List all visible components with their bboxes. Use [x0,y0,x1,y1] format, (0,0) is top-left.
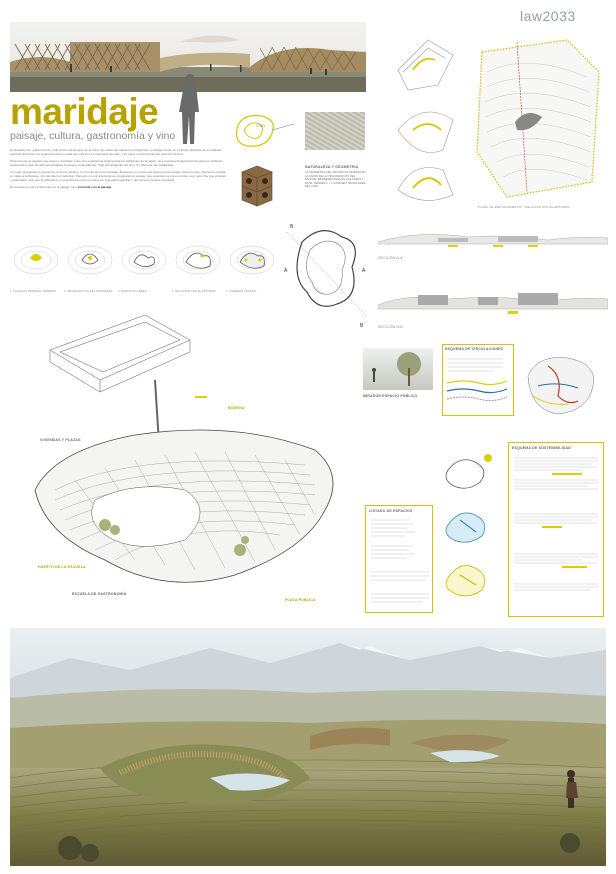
caption-1: 1. ACCESOS DESDE EL TERRENO [10,290,57,293]
caption-4: 4. RELACIÓN CON EL ENTORNO [172,290,216,293]
label-escuela [72,582,152,600]
sostenibilidad-diagrams [440,450,502,610]
section-aa-drawing [378,222,608,252]
aerial-vineyard-photo [305,112,365,150]
wine-rack-model [232,162,282,210]
caption-2: 2. ORGANIZACIÓN DEL PROGRAMA [64,290,113,293]
plaza-label: PLAZA PÚBLICA [285,598,316,602]
label-viviendas [40,428,100,446]
svg-text:A: A [284,268,288,274]
escuela-label: ESCUELA DE GASTRONOMÍA [72,592,127,596]
page-title: maridaje [10,91,159,132]
label-bodega [228,396,288,414]
intro-para-4 [10,185,228,189]
huerto-label: HUERTO DE LA ESCUELA [38,565,86,569]
person-silhouette [172,72,206,146]
circulaciones-box [442,344,514,416]
naturaleza-block [305,165,367,189]
section-bb-drawing [378,275,608,325]
intro-text [10,148,228,189]
vino-concept-diagram [232,108,302,156]
svg-text:B: B [290,224,294,230]
caption-5: 5. CUBIERTA VEGETAL [226,290,257,293]
sostenibilidad-box [508,442,604,617]
sostenibilidad-title: ESQUEMA DE SOSTENIBILIDAD [512,446,571,450]
svg-text:A: A [362,268,366,274]
circulation-diagram [518,346,606,420]
sostenibilidad-text-lines [512,454,600,614]
section-bb-label: SECCIÓN B-B [378,325,403,329]
intro-para-2: Proponemos un espacio que aúna el "maridaje" entre una experiencia cultural para los habitantes de la región, una experiencia gastronómica para los visitantes ocasionales y que brinda oportunidades a jóvenes restauradores. Todo ello alrededor del vino. Un diferente uso catalizador. [10,159,223,167]
label-plaza [285,588,345,606]
concept-strip-captions [10,290,278,293]
bodega-label: BODEGA [228,406,245,410]
concept-strip [10,240,278,296]
espacio-publico-label: MIRADOR ESPACIO PÚBLICO [363,394,418,398]
label-huerto [38,555,98,573]
mirador-photo-art [363,348,433,390]
intro-para-1: En España vino, gastronomía y cultura han ido siempre de la mano. El cultivo del viñedo ha configurado un paisaje propio en La Rioja, distintivo de un carácter regional. El interés por la gastronomía es cada vez más vivo en esta parte del país, y en estos momentos las dos avanzan al ritmo. [10,148,222,156]
intro-para-4-bold: construir con el paisaje. [77,185,112,189]
naturaleza-title: NATURALEZA Y GEOMETRÍA [305,165,359,169]
naturaleza-text: LA GEOMETRÍA DEL PROYECTO SE BASA EN LA UNIÓN DE LA ORGANIZACIÓN DEL PAISAJE, REPRESENTADA EN LAS CEPAS Y EN EL TERRENO, Y LA IMAGEN TRADICIONAL DEL VINO. [305,170,366,189]
terrain-concept-sketches [383,30,463,210]
concept-step-2 [64,240,116,288]
concept-step-1 [10,240,62,288]
circulaciones-title: ESQUEMA DE CIRCULACIONES [445,347,504,351]
caption-3: 3. ESPACIOS LIBRES [118,290,147,293]
landscape-render-bottom [10,628,606,866]
section-aa-label: SECCIÓN A-A [378,256,403,260]
listado-box [365,505,433,613]
project-code: law2033 [520,8,576,24]
listado-lines [369,516,431,611]
mirador-photo [363,348,433,390]
intro-para-3: Con este propuesta no buscamos un icono turístico, ni un hotel de cinco estrellas. Buscamos un nuevo que active la zona desde varios frentes. Queremos resultar en calles a la Bodega. Uno también el municipio. Para ello no solo intervenimos respetando el paisaje, que entendemos como un bien cuyo valor hay que proteger y potenciarlo: sino que lo utilizamos y manipulamos como un elemento más para organizar y dar forma a nuestra propuesta. [10,170,227,182]
landscape-render-art [10,628,606,866]
viviendas-label: VIVIENDAS Y PLAZAS [40,438,81,442]
circulaciones-legend [443,353,513,409]
site-plan-contours [467,32,607,202]
page-subtitle: paisaje, cultura, gastronomía y vino [10,130,176,142]
concept-step-4 [172,240,224,288]
listado-title: LISTADO DE ESPACIOS [369,509,413,513]
plano-label: PLANO DE EMPLAZAMIENTO Y RELACIÓN CON EL ENTORNO [478,205,570,209]
intro-para-4-lead: No buscamos una construcción en el paisaje, sino [10,185,77,189]
vino-label: VINO [256,124,266,128]
svg-text:B: B [360,323,364,329]
concept-step-5 [226,240,278,288]
concept-step-3 [118,240,170,288]
